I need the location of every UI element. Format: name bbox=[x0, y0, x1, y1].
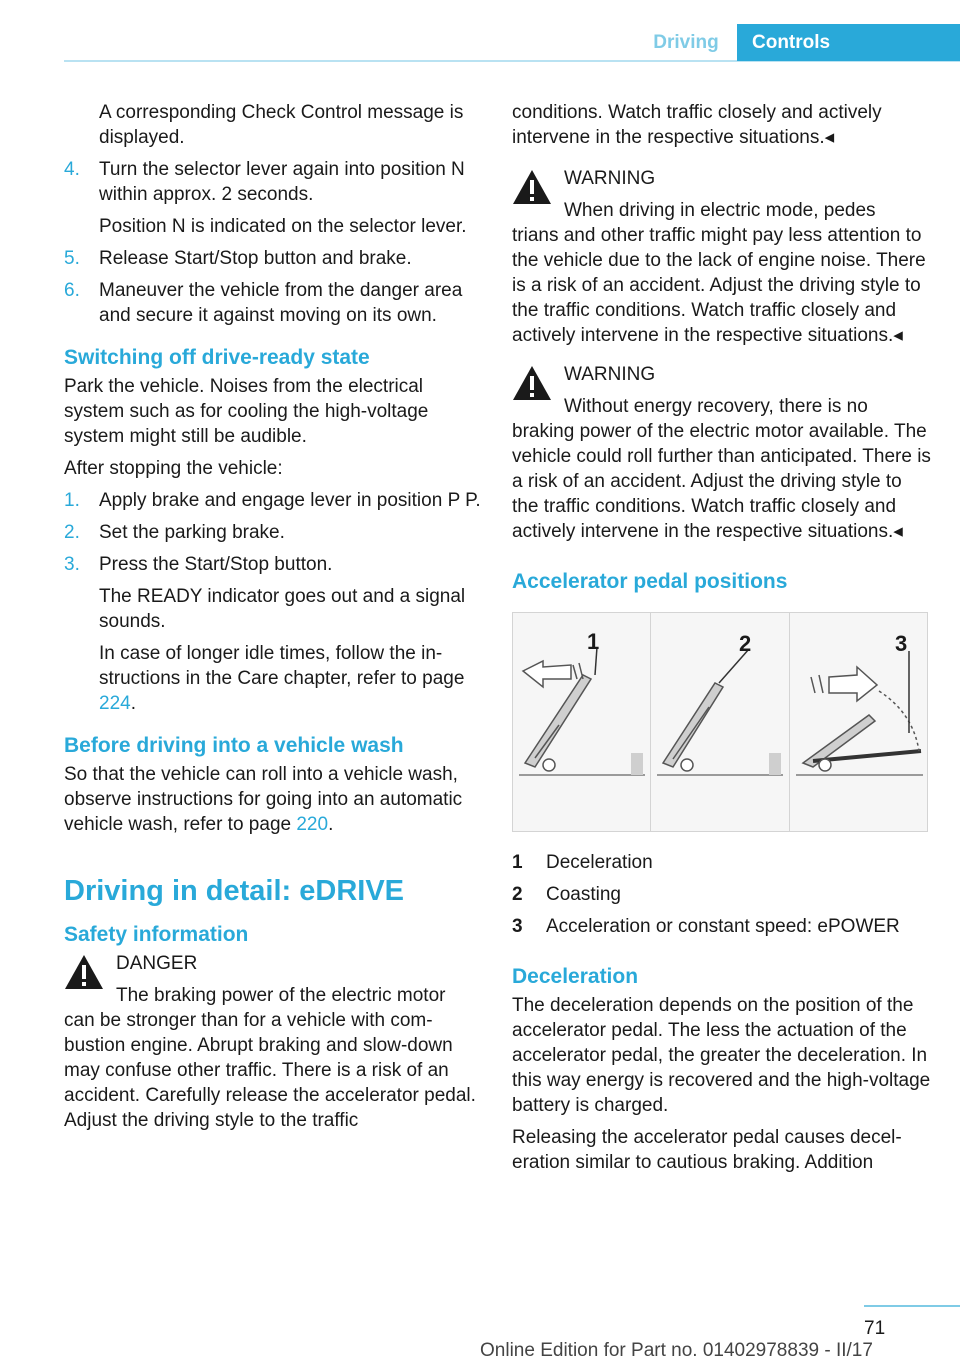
figure-callout-2: 2 bbox=[739, 631, 752, 656]
warning-triangle-icon bbox=[512, 169, 552, 205]
step-text: Release Start/Stop button and brake. bbox=[99, 248, 412, 269]
left-column bbox=[64, 100, 484, 1147]
heading-safety-information: Safety information bbox=[64, 923, 249, 946]
heading-deceleration: Deceleration bbox=[512, 965, 639, 988]
continued-text: conditions. Watch traffic closely and actively intervene in the respective situations.◂ bbox=[512, 102, 882, 148]
step-item bbox=[64, 552, 484, 716]
step-number: 5. bbox=[64, 248, 80, 269]
footer-rule bbox=[864, 1305, 960, 1307]
step-text: Set the parking brake. bbox=[99, 522, 285, 543]
step-item bbox=[64, 278, 484, 328]
figure-callout-1: 1 bbox=[587, 629, 600, 654]
notice-body: trians and other traffic might pay less attention to the vehicle due to the lack of engine noise. There is a risk of an accident. Adjust the driving style to the traffic conditions. Watch traffic closely and actively intervene in the respective situations.◂ bbox=[512, 225, 926, 346]
figure-callout-3: 3 bbox=[895, 631, 908, 656]
notice-label: WARNING bbox=[564, 364, 656, 385]
header-section: Driving bbox=[653, 32, 719, 53]
step-subtext: The READY indicator goes out and a signal sounds. bbox=[99, 586, 466, 632]
warning-triangle-icon bbox=[64, 954, 104, 990]
notice-first-line: When driving in electric mode, pedes bbox=[564, 200, 876, 221]
legend-number: 3 bbox=[512, 916, 523, 937]
header-chapter-tab: Controls bbox=[737, 24, 960, 61]
paragraph: The deceleration depends on the position of the accelerator pedal. The less the actuation of the accelerator pedal, the greater the deceleration. In this way energy is recovered and the high-voltage battery is charged. bbox=[512, 995, 931, 1116]
paragraph: Park the vehicle. Noises from the electrical system such as for cooling the high-voltage system might still be audible. bbox=[64, 376, 429, 447]
notice-first-line: Without energy recovery, there is no bbox=[564, 396, 868, 417]
heading-vehicle-wash: Before driving into a vehicle wash bbox=[64, 734, 404, 757]
notice-label: DANGER bbox=[116, 953, 198, 974]
step-subtext-with-link bbox=[99, 641, 484, 716]
legend-item bbox=[512, 850, 932, 875]
step-text: Turn the selector lever again into position N within approx. 2 seconds. bbox=[99, 159, 465, 205]
step-text: Press the Start/Stop button. bbox=[99, 554, 333, 575]
legend-text: Acceleration or constant speed: ePOWER bbox=[546, 916, 900, 937]
legend-text: Deceleration bbox=[546, 852, 653, 873]
legend-number: 1 bbox=[512, 852, 523, 873]
heading-accelerator-pedal-positions: Accelerator pedal positions bbox=[512, 570, 788, 593]
step-number: 1. bbox=[64, 490, 80, 511]
page-reference-link-224[interactable]: 224 bbox=[99, 693, 131, 714]
danger-notice bbox=[64, 951, 484, 1133]
right-column bbox=[512, 100, 932, 1182]
step-item bbox=[64, 520, 484, 545]
legend-text: Coasting bbox=[546, 884, 621, 905]
step-number: 2. bbox=[64, 522, 80, 543]
subtext-pre: In case of longer idle times, follow the instructions in the Care chapter, refer to page bbox=[99, 643, 465, 689]
step-item bbox=[64, 246, 484, 271]
step-item bbox=[64, 488, 484, 513]
chapter-title: Driving in detail: eDRIVE bbox=[64, 875, 404, 907]
legend-item bbox=[512, 882, 932, 907]
notice-label: WARNING bbox=[564, 168, 656, 189]
intro-text: A corresponding Check Control message is displayed. bbox=[99, 102, 464, 148]
notice-body: braking power of the electric motor available. The vehicle could roll further than anticipated. There is a risk of an accident. Adjust the driving style to the traffic conditions. Watch traffic closely and actively intervene in the respective situations.◂ bbox=[512, 421, 931, 542]
paragraph-pre: So that the vehicle can roll into a vehicle wash, observe instructions for going into an automatic vehicle wash, refer to page bbox=[64, 764, 463, 835]
legend-item bbox=[512, 914, 932, 939]
notice-first-line: The braking power of the electric motor bbox=[116, 985, 446, 1006]
paragraph-post: . bbox=[328, 814, 334, 835]
step-item bbox=[64, 157, 484, 239]
pedal-illustration bbox=[513, 613, 927, 831]
warning-notice bbox=[512, 362, 932, 544]
legend-number: 2 bbox=[512, 884, 523, 905]
paragraph-with-link bbox=[64, 762, 484, 837]
page-reference-link-220[interactable]: 220 bbox=[296, 814, 329, 835]
step-text: Apply brake and engage lever in position P P. bbox=[99, 490, 481, 511]
paragraph: Releasing the accelerator pedal causes deceleration similar to cautious braking. Addition bbox=[512, 1127, 902, 1173]
step-subtext: Position N is indicated on the selector lever. bbox=[99, 216, 467, 237]
step-number: 6. bbox=[64, 280, 80, 301]
step-number: 3. bbox=[64, 554, 80, 575]
warning-triangle-icon bbox=[512, 365, 552, 401]
page-number: 71 bbox=[864, 1318, 886, 1339]
paragraph: After stopping the vehicle: bbox=[64, 458, 283, 479]
step-text: Maneuver the vehicle from the danger area and secure it against moving on its own. bbox=[99, 280, 463, 326]
heading-switching-off: Switching off drive-ready state bbox=[64, 346, 370, 369]
pedal-positions-figure bbox=[512, 612, 928, 832]
subtext-post: . bbox=[130, 693, 136, 714]
step-number: 4. bbox=[64, 159, 80, 180]
notice-body: can be stronger than for a vehicle with combustion engine. Abrupt braking and slow-down may confuse other traffic. There is a risk of an accident. Carefully release the accelerator pedal. Adjust the driving style to the traffic bbox=[64, 1010, 476, 1131]
edition-text: Online Edition for Part no. 01402978839 - II/17 bbox=[480, 1340, 873, 1361]
warning-notice bbox=[512, 166, 932, 348]
